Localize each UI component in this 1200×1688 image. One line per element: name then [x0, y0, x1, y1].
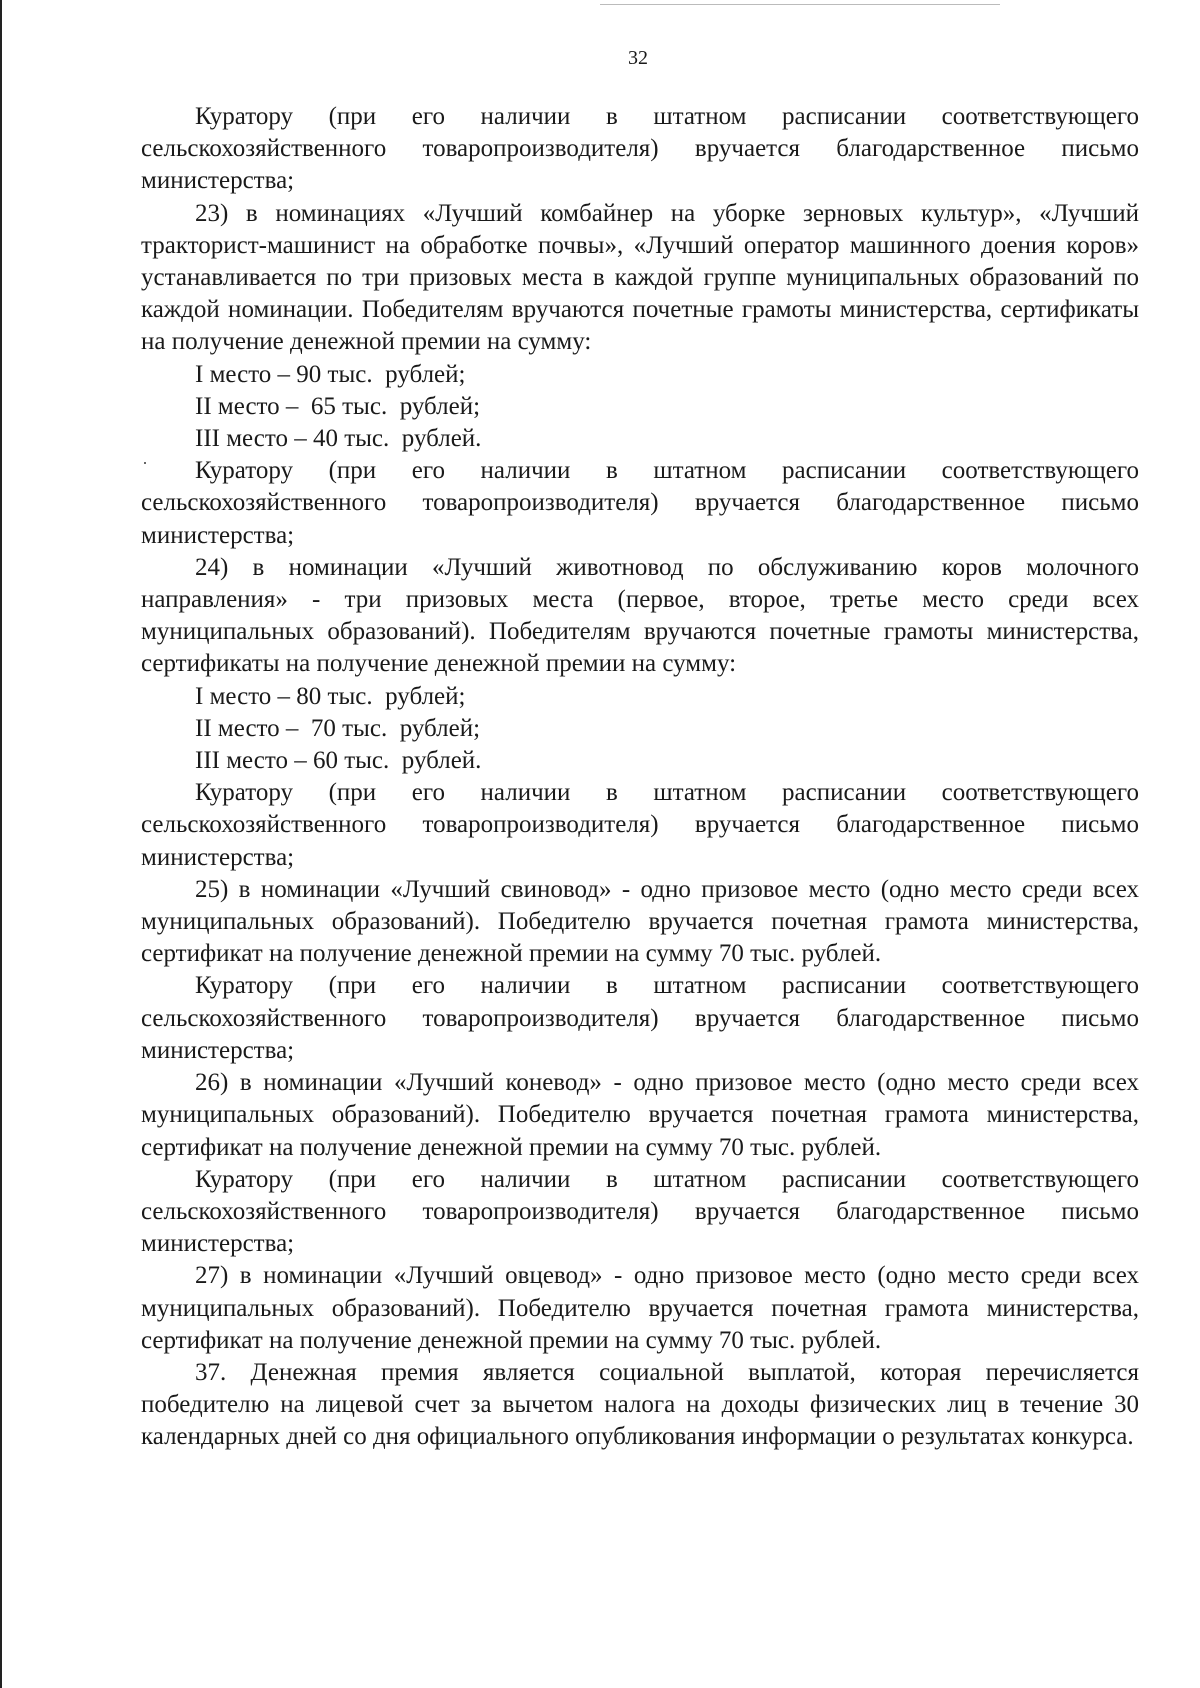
- paragraph: 24) в номинации «Лучший животновод по обслуживанию коров молочного направления» - три призовых места (первое, второе, третье место среди всех муниципальных образований). Победителям вручаются почетные грамоты министерства, сертификаты на получение денежной премии на сумму:: [141, 553, 1139, 678]
- paragraph: 23) в номинациях «Лучший комбайнер на уборке зерновых культур», «Лучший тракторист-машинист на обработке почвы», «Лучший оператор машинного доения коров» устанавливается по три призовых места в каждой группе муниципальных образований по каждой номинации. Победителям вручаются почетные грамоты министерства, сертификаты на получение денежной премии на сумму:: [141, 199, 1139, 356]
- document-body: [141, 101, 1139, 1454]
- paragraph: 26) в номинации «Лучший коневод» - одно призовое место (одно место среди всех муниципальных образований). Победителю вручается почетная грамота министерства, сертификат на получение денежной премии на сумму 70 тыс. рублей.: [141, 1069, 1139, 1161]
- paragraph: 27) в номинации «Лучший овцевод» - одно призовое место (одно место среди всех муниципальных образований). Победителю вручается почетная грамота министерства, сертификат на получение денежной премии на сумму 70 тыс. рублей.: [141, 1262, 1139, 1354]
- prize-line: I место – 80 тыс. рублей;: [195, 682, 466, 710]
- prize-line: II место – 70 тыс. рублей;: [195, 714, 481, 742]
- paragraph: Куратору (при его наличии в штатном расписании соответствующего сельскохозяйственного товаропроизводителя) вручается благодарственное письмо министерства;: [141, 1165, 1139, 1258]
- paragraph: Куратору (при его наличии в штатном расписании соответствующего сельскохозяйственного товаропроизводителя) вручается благодарственное письмо министерства;: [141, 779, 1139, 871]
- scan-edge: [0, 0, 2, 1688]
- paragraph: 37. Денежная премия является социальной выплатой, которая перечисляется победителю на лицевой счет за вычетом налога на доходы физических лиц в течение 30 календарных дней со дня официального опубликования информации о результатах конкурса.: [141, 1358, 1139, 1451]
- prize-line: II место – 65 тыс. рублей;: [195, 392, 481, 420]
- paragraph: 25) в номинации «Лучший свиновод» - одно призовое место (одно место среди всех муниципальных образований). Победителю вручается почетная грамота министерства, сертификат на получение денежной премии на сумму 70 тыс. рублей.: [141, 875, 1139, 968]
- paragraph: Куратору (при его наличии в штатном расписании соответствующего сельскохозяйственного товаропроизводителя) вручается благодарственное письмо министерства;: [141, 457, 1139, 549]
- paragraph: Куратору (при его наличии в штатном расписании соответствующего сельскохозяйственного товаропроизводителя) вручается благодарственное письмо министерства;: [141, 972, 1139, 1064]
- page-number: 32: [628, 47, 648, 69]
- scan-edge-top: [600, 4, 1000, 5]
- paragraph: Куратору (при его наличии в штатном расписании соответствующего сельскохозяйственного товаропроизводителя) вручается благодарственное письмо министерства;: [141, 103, 1139, 195]
- prize-line: I место – 90 тыс. рублей;: [195, 360, 466, 388]
- prize-line: III место – 60 тыс. рублей.: [195, 747, 482, 775]
- prize-line: III место – 40 тыс. рублей.: [195, 425, 482, 453]
